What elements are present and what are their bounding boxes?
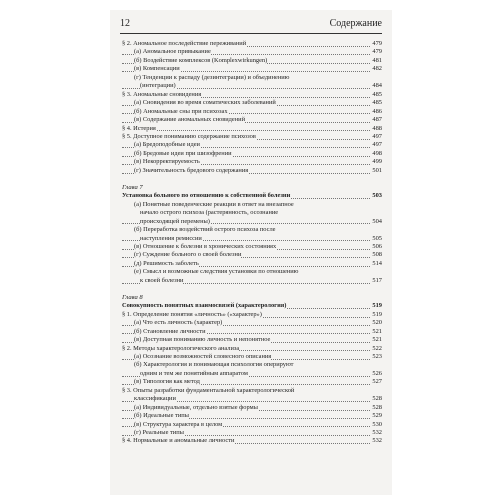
toc-entry (122, 108, 382, 116)
toc-entry-title: (б) Аномальные сны при психозах (134, 107, 228, 115)
toc-entry-page: 514 (372, 259, 382, 267)
toc-entry-title: (а) Что есть личность (характер) (134, 319, 223, 327)
toc-entry-title: одним и тем же понятийным аппаратом (140, 369, 248, 377)
toc-entry-title: к своей болезни (140, 276, 184, 284)
toc-entry (122, 48, 382, 56)
toc-entry (122, 387, 382, 395)
toc-entry-title: (б) Переработка воздействий острого психоза после (134, 226, 276, 234)
toc-entry-page: 522 (372, 344, 382, 352)
toc-entry-title: § 2. Методы характерологического анализа (122, 344, 240, 352)
toc-entry-page: 482 (372, 65, 382, 73)
toc-entry-title: § 4. Истерия (122, 124, 156, 132)
toc-entry-title: (в) Отношение к болезни в хронических состояниях (134, 242, 277, 250)
toc-entry-page: 499 (372, 158, 382, 166)
toc-entry-page: 479 (372, 48, 382, 56)
toc-entry-page: 504 (372, 217, 382, 225)
toc-entry-page: 528 (372, 403, 382, 411)
toc-section-chapter8 (122, 302, 382, 446)
toc-entry-page: 527 (372, 378, 382, 386)
chapter-label: Глава 8 (122, 294, 143, 302)
toc-entry-title: (е) Смысл и возможные следствия установки по отношению (134, 268, 299, 276)
toc-entry-title: § 3. Опыты разработки фундаментальной характерологической (122, 386, 295, 394)
book-page (110, 10, 392, 495)
toc-entry (122, 65, 382, 73)
toc-entry (122, 345, 382, 353)
table-of-contents (122, 40, 382, 446)
toc-entry (122, 82, 382, 90)
toc-entry-title: (в) Структура характера в целом (134, 420, 223, 428)
toc-entry-page: 505 (372, 234, 382, 242)
toc-entry-title: (в) Содержание аномальных сновидений (134, 116, 246, 124)
running-title: Содержание (329, 18, 382, 29)
toc-section-chapter7 (122, 192, 382, 285)
toc-entry (122, 99, 382, 107)
toc-entry-title: (а) Понятные поведенческие реакции в ответ на внезапное (134, 200, 294, 208)
toc-entry-title: наступления ремиссии (140, 234, 202, 242)
toc-entry-title: (б) Бредовые идеи при шизофрении (134, 149, 232, 157)
toc-entry-title: (г) Суждение больного о своей болезни (134, 251, 242, 259)
toc-entry-title: § 5. Доступное пониманию содержание психозов (122, 132, 256, 140)
toc-entry-title: Совокупность понятных взаимосвязей (характерология) (122, 302, 287, 310)
toc-entry-page: 485 (372, 99, 382, 107)
toc-entry (122, 336, 382, 344)
header-rule (120, 33, 382, 34)
toc-entry-title: (г) Тенденции к распаду (дезинтеграции) и объединению (134, 73, 290, 81)
toc-entry-title: § 1. Определение понятия «личность» («характер») (122, 310, 262, 318)
toc-entry-title: (а) Бредоподобные идеи (134, 141, 200, 149)
toc-entry (122, 201, 382, 209)
toc-entry-page: 485 (372, 90, 382, 98)
toc-entry (122, 311, 382, 319)
toc-entry (122, 209, 382, 217)
toc-entry-title: (в) Типология как метод (134, 378, 200, 386)
toc-entry-title: (а) Индивидуальные, отдельно взятые формы (134, 403, 258, 411)
toc-entry (122, 361, 382, 369)
toc-entry-title: (б) Характерология и понимающая психология оперируют (134, 361, 294, 369)
toc-entry (122, 302, 382, 310)
toc-entry-title: (в) Доступная пониманию личность и непонятное (134, 336, 271, 344)
toc-entry-page: 532 (372, 437, 382, 445)
toc-entry-page: 521 (372, 327, 382, 335)
toc-entry-page: 497 (372, 132, 382, 140)
toc-entry (122, 235, 382, 243)
toc-entry (122, 91, 382, 99)
toc-entry (122, 268, 382, 276)
toc-entry-title: происходящей перемены) (140, 217, 210, 225)
toc-entry-page: 519 (372, 302, 382, 310)
toc-entry-title: (а) Аномальное привыкание (134, 48, 211, 56)
toc-entry-title: § 2. Аномальное последействие переживаний (122, 40, 247, 47)
toc-entry-page: 487 (372, 116, 382, 124)
toc-entry (122, 141, 382, 149)
toc-entry-title: (д) Решимость заболеть (134, 259, 199, 267)
toc-entry (122, 421, 382, 429)
toc-entry (122, 251, 382, 259)
toc-entry (122, 218, 382, 226)
toc-entry-page: 528 (372, 395, 382, 403)
page-number: 12 (120, 18, 130, 29)
toc-entry-page: 530 (372, 420, 382, 428)
toc-entry-title: Установка больного по отношению к собственной болезни (122, 192, 291, 200)
toc-entry-page: 523 (372, 352, 382, 360)
toc-entry-page: 498 (372, 149, 382, 157)
toc-entry-page: 503 (372, 192, 382, 200)
toc-entry-title: (б) Становление личности (134, 327, 206, 335)
toc-entry (122, 125, 382, 133)
toc-entry-title: (б) Воздействие комплексов (Komplexwirkungen) (134, 56, 268, 64)
toc-entry-page: 519 (372, 310, 382, 318)
toc-entry (122, 167, 382, 175)
toc-entry-title: (а) Осознание возможностей словесного описания (134, 352, 272, 360)
toc-entry (122, 74, 382, 82)
toc-entry (122, 412, 382, 420)
toc-entry-title: (интеграции) (140, 82, 176, 90)
toc-entry (122, 404, 382, 412)
toc-entry-page: 479 (372, 40, 382, 47)
toc-entry-page: 508 (372, 251, 382, 259)
toc-entry (122, 158, 382, 166)
chapter-label: Глава 7 (122, 184, 143, 192)
toc-entry-page: 486 (372, 107, 382, 115)
toc-entry-page: 488 (372, 124, 382, 132)
toc-entry-title: начало острого психоза (растерянность, осознание (140, 209, 279, 217)
toc-entry-title: (в) Компенсации (134, 65, 180, 73)
toc-entry-title: классификации (134, 395, 176, 403)
toc-entry (122, 116, 382, 124)
toc-entry-page: 529 (372, 412, 382, 420)
toc-entry-page: 484 (372, 82, 382, 90)
toc-entry (122, 277, 382, 285)
toc-entry (122, 319, 382, 327)
toc-entry-page: 521 (372, 336, 382, 344)
toc-entry-page: 526 (372, 369, 382, 377)
toc-entry-page: 497 (372, 141, 382, 149)
toc-entry (122, 226, 382, 234)
toc-entry-page: 532 (372, 429, 382, 437)
toc-entry (122, 378, 382, 386)
toc-entry-title: (б) Идеальные типы (134, 412, 189, 420)
toc-entry (122, 437, 382, 445)
toc-section-chapter6-continued (122, 40, 382, 175)
toc-entry-page: 506 (372, 242, 382, 250)
toc-entry-title: (в) Некорректируемость (134, 158, 200, 166)
toc-entry-title: (г) Реальные типы (134, 429, 184, 437)
toc-entry-page: 517 (372, 276, 382, 284)
toc-entry-title: § 3. Аномальные сновидения (122, 90, 202, 98)
toc-entry (122, 395, 382, 403)
toc-entry-title: (г) Значительность бредового содержания (134, 166, 249, 174)
toc-entry (122, 192, 382, 200)
toc-entry-title: (а) Сновидения во время соматических заболеваний (134, 99, 276, 107)
running-header (120, 16, 382, 32)
toc-entry (122, 328, 382, 336)
toc-entry-page: 501 (372, 166, 382, 174)
toc-entry-page: 481 (372, 56, 382, 64)
toc-entry-title: § 4. Нормальные и аномальные личности (122, 437, 235, 445)
toc-entry-page: 520 (372, 319, 382, 327)
